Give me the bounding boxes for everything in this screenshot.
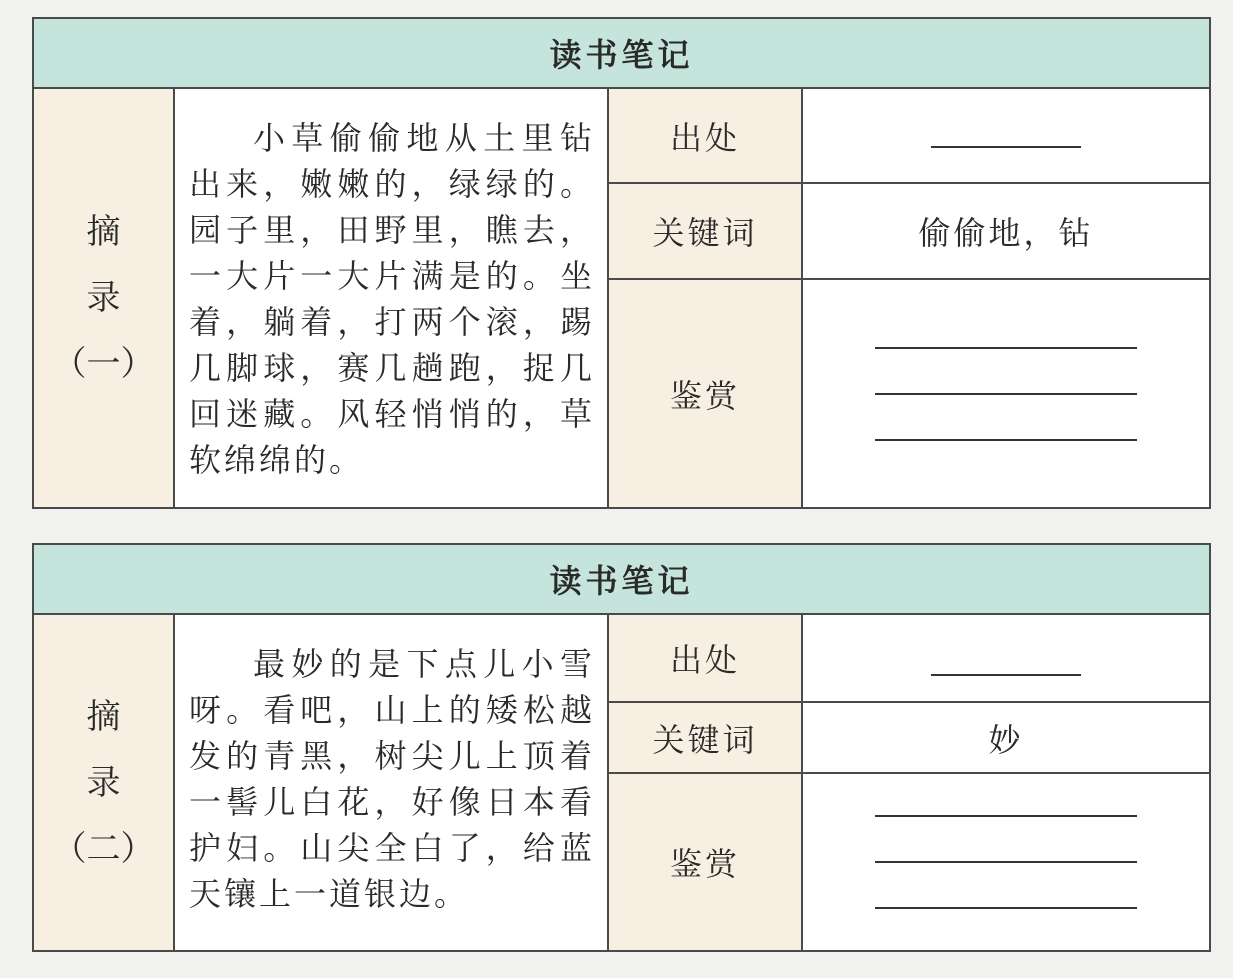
appreciation-answer-cell[interactable] (803, 774, 1209, 950)
appreciation-answer-cell[interactable] (803, 280, 1209, 507)
appreciation-blank-line[interactable] (875, 907, 1137, 909)
card-title: 读书笔记 (34, 19, 1209, 89)
appreciation-blank-line[interactable] (875, 861, 1137, 863)
keywords-label: 关键词 (609, 184, 801, 280)
keywords-value: 妙 (803, 703, 1209, 774)
excerpt-passage-cell (175, 89, 609, 507)
appreciation-label: 鉴赏 (669, 376, 740, 415)
appreciation-blank-line[interactable] (875, 393, 1137, 395)
excerpt-label-char: 录 (86, 762, 121, 803)
reading-note-card-2 (32, 543, 1211, 952)
source-answer-cell[interactable] (803, 89, 1209, 184)
source-blank-line[interactable] (931, 146, 1081, 148)
field-names-column (609, 615, 803, 950)
excerpt-index: （二） (52, 828, 155, 869)
field-values-column (803, 615, 1209, 950)
excerpt-passage: 小草偷偷地从土里钻出来，嫩嫩的，绿绿的。园子里，田野里，瞧去，一大片一大片满是的。坐着，躺着，打两个滚，踢几脚球，赛几趟跑，捉几回迷藏。风轻悄悄的，草软绵绵的。 (189, 119, 595, 479)
reading-note-card-1 (32, 17, 1211, 509)
appreciation-blank-line[interactable] (875, 347, 1137, 349)
excerpt-index: （一） (52, 344, 155, 384)
keywords-value: 偷偷地，钻 (803, 184, 1209, 280)
appreciation-blank-line[interactable] (875, 815, 1137, 817)
card-body (34, 615, 1209, 950)
excerpt-label-cell (34, 89, 175, 507)
card-title: 读书笔记 (34, 545, 1209, 615)
source-label: 出处 (609, 89, 801, 184)
excerpt-passage-cell (175, 615, 609, 950)
excerpt-label-char: 摘 (86, 212, 121, 252)
source-label: 出处 (609, 615, 801, 703)
appreciation-label: 鉴赏 (669, 845, 740, 883)
keywords-label: 关键词 (609, 703, 801, 774)
field-values-column (803, 89, 1209, 507)
excerpt-passage: 最妙的是下点儿小雪呀。看吧，山上的矮松越发的青黑，树尖儿上顶着一髻儿白花，好像日本看护妇。山尖全白了，给蓝天镶上一道银边。 (189, 645, 595, 913)
source-answer-cell[interactable] (803, 615, 1209, 703)
card-body (34, 89, 1209, 507)
excerpt-label-cell (34, 615, 175, 950)
field-names-column (609, 89, 803, 507)
excerpt-label-char: 摘 (86, 696, 121, 737)
appreciation-blank-line[interactable] (875, 439, 1137, 441)
excerpt-label-char: 录 (86, 278, 121, 318)
source-blank-line[interactable] (931, 674, 1081, 676)
